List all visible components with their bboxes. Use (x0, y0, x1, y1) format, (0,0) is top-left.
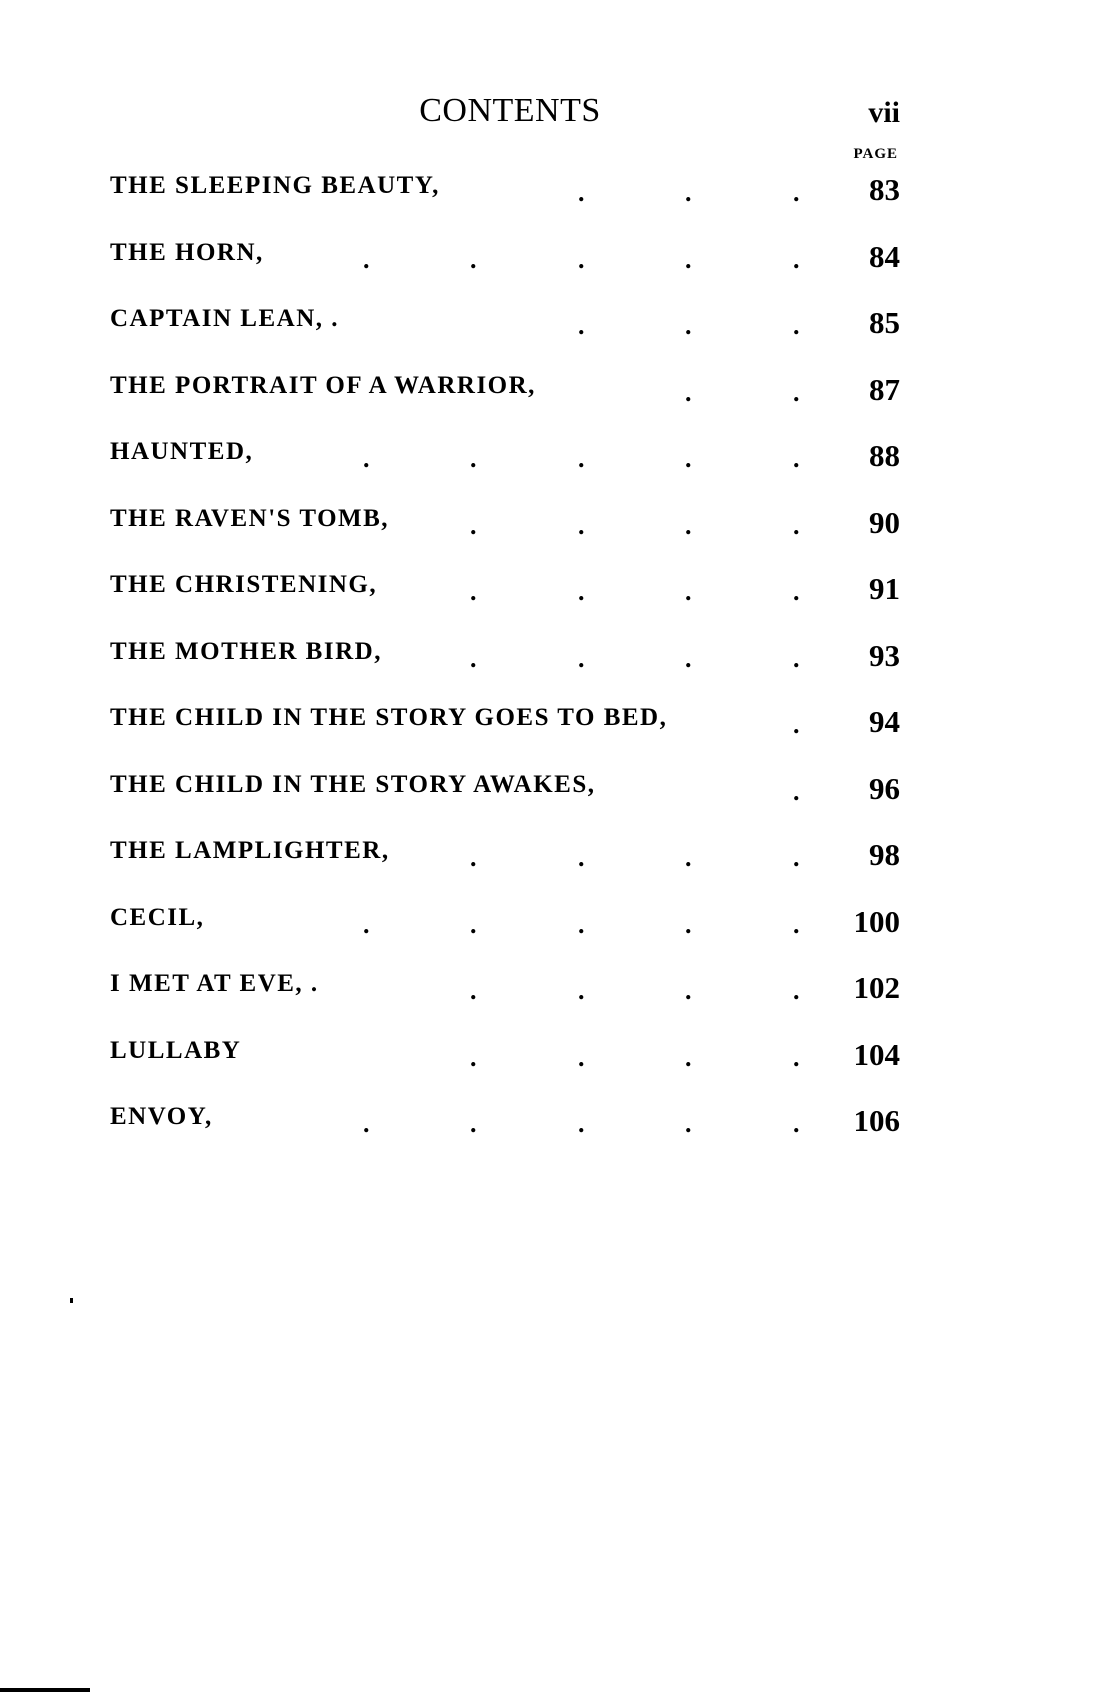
toc-entry-title: CECIL, (110, 904, 212, 932)
leader-dot: . (470, 909, 477, 939)
leader-dot: . (363, 444, 370, 473)
leader-dot: . (793, 444, 800, 473)
leader-dot: . (793, 843, 800, 872)
toc-entry-page: 87 (869, 371, 900, 407)
page-title: CONTENTS (419, 92, 601, 129)
leader-dot: . (578, 909, 585, 939)
leader-dot: . (470, 843, 477, 872)
leader-dot: . (470, 444, 477, 473)
scan-speck (70, 1298, 73, 1303)
toc-entry-page: 84 (869, 238, 900, 274)
toc-entry (110, 164, 900, 231)
toc-entry (110, 1095, 900, 1162)
toc-entry-page: 90 (869, 504, 900, 540)
leader-dot: . (578, 510, 585, 540)
leader-dot: . (793, 1042, 800, 1072)
toc-entry (110, 1029, 900, 1096)
leader-dot: . (470, 643, 477, 673)
leader-dot: . (470, 510, 477, 540)
toc-entry-page: 93 (869, 637, 900, 673)
toc-entry (110, 696, 900, 763)
toc-entry-title: THE CHILD IN THE STORY AWAKES, (110, 771, 603, 799)
leader-dot: . (793, 643, 800, 673)
leader-dot: . (578, 444, 585, 473)
table-of-contents (110, 164, 900, 1162)
toc-entry-page: 96 (869, 770, 900, 806)
leader-dot: . (685, 643, 692, 673)
toc-entry (110, 962, 900, 1029)
leader-dot: . (578, 1042, 585, 1072)
toc-entry (110, 297, 900, 364)
leader-dot: . (685, 1042, 692, 1072)
toc-entry (110, 430, 900, 497)
toc-entry-page: 94 (869, 704, 900, 739)
leader-dot: . (685, 976, 692, 1005)
leader-dot: . (685, 1109, 692, 1138)
leader-dot: . (685, 444, 692, 473)
toc-entry (110, 630, 900, 697)
leader-dot: . (685, 843, 692, 872)
leader-dot: . (470, 1042, 477, 1072)
toc-entry-title: ENVOY, (110, 1103, 221, 1131)
toc-entry-page: 91 (869, 571, 900, 606)
leader-dot: . (470, 577, 477, 606)
toc-entry-page: 88 (869, 438, 900, 473)
leader-dot: . (470, 244, 477, 274)
toc-entry-title: CAPTAIN LEAN, . (110, 305, 347, 333)
leader-dot: . (578, 1109, 585, 1138)
toc-entry-title: I MET AT EVE, . (110, 970, 327, 998)
scan-edge-mark (0, 1688, 90, 1692)
leader-dot: . (793, 178, 800, 207)
leader-dot: . (793, 510, 800, 540)
leader-dot: . (685, 909, 692, 939)
leader-dot: . (793, 244, 800, 274)
leader-dot: . (793, 909, 800, 939)
leader-dot: . (685, 577, 692, 606)
toc-entry-title: THE PORTRAIT OF A WARRIOR, (110, 372, 544, 400)
toc-entry (110, 497, 900, 564)
leader-dot: . (793, 311, 800, 340)
toc-entry (110, 829, 900, 896)
toc-entry-title: THE SLEEPING BEAUTY, (110, 172, 448, 200)
leader-dot: . (793, 776, 800, 806)
leader-dot: . (470, 1109, 477, 1138)
leader-dot: . (685, 178, 692, 207)
leader-dot: . (793, 1109, 800, 1138)
toc-entry (110, 364, 900, 431)
leader-dot: . (685, 377, 692, 407)
toc-entry-page: 83 (869, 172, 900, 207)
leader-dot: . (685, 244, 692, 274)
leader-dot: . (578, 643, 585, 673)
toc-entry-page: 100 (853, 903, 900, 939)
toc-entry (110, 231, 900, 298)
leader-dot: . (685, 311, 692, 340)
toc-entry (110, 563, 900, 630)
page-column-label: PAGE (853, 146, 898, 162)
toc-entry-title: THE RAVEN'S TOMB, (110, 505, 397, 533)
toc-entry-title: HAUNTED, (110, 438, 261, 466)
leader-dot: . (578, 178, 585, 207)
toc-entry-title: THE HORN, (110, 239, 272, 267)
leader-dot: . (363, 1109, 370, 1138)
leader-dot: . (793, 577, 800, 606)
toc-entry-page: 85 (869, 305, 900, 340)
toc-entry-page: 104 (853, 1036, 900, 1072)
page-number: vii (868, 96, 900, 129)
toc-entry-title: THE LAMPLIGHTER, (110, 837, 398, 865)
leader-dot: . (685, 510, 692, 540)
leader-dot: . (578, 311, 585, 340)
leader-dot: . (793, 377, 800, 407)
toc-entry (110, 763, 900, 830)
toc-entry-page: 102 (853, 970, 900, 1005)
toc-entry-title: THE CHILD IN THE STORY GOES TO BED, (110, 704, 675, 732)
leader-dot: . (363, 244, 370, 274)
toc-entry (110, 896, 900, 963)
leader-dot: . (578, 244, 585, 274)
toc-entry-title: THE CHRISTENING, (110, 571, 385, 599)
leader-dot: . (793, 710, 800, 739)
toc-entry-page: 106 (853, 1103, 900, 1138)
leader-dot: . (578, 843, 585, 872)
leader-dot: . (578, 976, 585, 1005)
toc-entry-page: 98 (869, 837, 900, 872)
leader-dot: . (470, 976, 477, 1005)
leader-dot: . (578, 577, 585, 606)
leader-dot: . (793, 976, 800, 1005)
leader-dot: . (363, 909, 370, 939)
toc-entry-title: LULLABY (110, 1037, 249, 1065)
toc-entry-title: THE MOTHER BIRD, (110, 638, 390, 666)
